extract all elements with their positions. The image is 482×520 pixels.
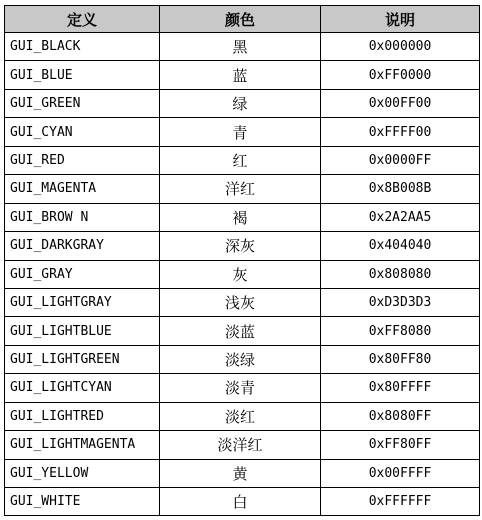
- cell-definition: GUI_LIGHTBLUE: [5, 317, 160, 345]
- table-row: [5, 488, 480, 516]
- table-row: [5, 118, 480, 146]
- cell-color-name: 洋红: [160, 175, 321, 203]
- cell-description: 0x8080FF: [321, 402, 480, 430]
- color-definition-table: [4, 5, 480, 516]
- cell-color-name: 白: [160, 488, 321, 516]
- cell-description: 0x0000FF: [321, 146, 480, 174]
- cell-description: 0x00FFFF: [321, 459, 480, 487]
- cell-description: 0x80FFFF: [321, 374, 480, 402]
- table-body: [5, 33, 480, 516]
- cell-description: 0x2A2AA5: [321, 203, 480, 231]
- table-row: [5, 89, 480, 117]
- cell-description: 0x8B008B: [321, 175, 480, 203]
- table-row: [5, 288, 480, 316]
- cell-color-name: 深灰: [160, 232, 321, 260]
- table-row: [5, 175, 480, 203]
- table-row: [5, 260, 480, 288]
- cell-description: 0xFF8080: [321, 317, 480, 345]
- cell-description: 0xFFFF00: [321, 118, 480, 146]
- cell-definition: GUI_BLUE: [5, 61, 160, 89]
- table-row: [5, 317, 480, 345]
- cell-definition: GUI_CYAN: [5, 118, 160, 146]
- cell-color-name: 淡青: [160, 374, 321, 402]
- cell-color-name: 褐: [160, 203, 321, 231]
- cell-color-name: 灰: [160, 260, 321, 288]
- cell-definition: GUI_MAGENTA: [5, 175, 160, 203]
- cell-definition: GUI_GRAY: [5, 260, 160, 288]
- cell-color-name: 绿: [160, 89, 321, 117]
- cell-description: 0xFF80FF: [321, 431, 480, 459]
- header-definition: 定义: [5, 6, 160, 33]
- cell-description: 0xD3D3D3: [321, 288, 480, 316]
- table-row: [5, 146, 480, 174]
- cell-color-name: 浅灰: [160, 288, 321, 316]
- cell-definition: GUI_BROW N: [5, 203, 160, 231]
- table-row: [5, 232, 480, 260]
- cell-color-name: 淡绿: [160, 345, 321, 373]
- cell-color-name: 淡红: [160, 402, 321, 430]
- cell-description: 0x00FF00: [321, 89, 480, 117]
- cell-definition: GUI_DARKGRAY: [5, 232, 160, 260]
- header-color: 颜色: [160, 6, 321, 33]
- cell-definition: GUI_GREEN: [5, 89, 160, 117]
- table-row: [5, 459, 480, 487]
- table-row: [5, 33, 480, 61]
- cell-description: 0x808080: [321, 260, 480, 288]
- cell-color-name: 红: [160, 146, 321, 174]
- table-row: [5, 203, 480, 231]
- header-row: [5, 6, 480, 33]
- cell-definition: GUI_LIGHTGRAY: [5, 288, 160, 316]
- cell-definition: GUI_LIGHTCYAN: [5, 374, 160, 402]
- cell-description: 0x404040: [321, 232, 480, 260]
- cell-definition: GUI_LIGHTMAGENTA: [5, 431, 160, 459]
- table-row: [5, 402, 480, 430]
- cell-color-name: 蓝: [160, 61, 321, 89]
- cell-definition: GUI_LIGHTRED: [5, 402, 160, 430]
- cell-definition: GUI_YELLOW: [5, 459, 160, 487]
- cell-definition: GUI_LIGHTGREEN: [5, 345, 160, 373]
- table-header: [5, 6, 480, 33]
- cell-definition: GUI_BLACK: [5, 33, 160, 61]
- cell-description: 0x80FF80: [321, 345, 480, 373]
- cell-definition: GUI_WHITE: [5, 488, 160, 516]
- table-row: [5, 345, 480, 373]
- table-row: [5, 61, 480, 89]
- cell-color-name: 淡蓝: [160, 317, 321, 345]
- cell-color-name: 青: [160, 118, 321, 146]
- cell-definition: GUI_RED: [5, 146, 160, 174]
- color-definition-table-container: [4, 5, 480, 516]
- cell-color-name: 淡洋红: [160, 431, 321, 459]
- cell-description: 0xFFFFFF: [321, 488, 480, 516]
- cell-color-name: 黄: [160, 459, 321, 487]
- cell-description: 0xFF0000: [321, 61, 480, 89]
- table-row: [5, 374, 480, 402]
- cell-color-name: 黑: [160, 33, 321, 61]
- table-row: [5, 431, 480, 459]
- header-description: 说明: [321, 6, 480, 33]
- cell-description: 0x000000: [321, 33, 480, 61]
